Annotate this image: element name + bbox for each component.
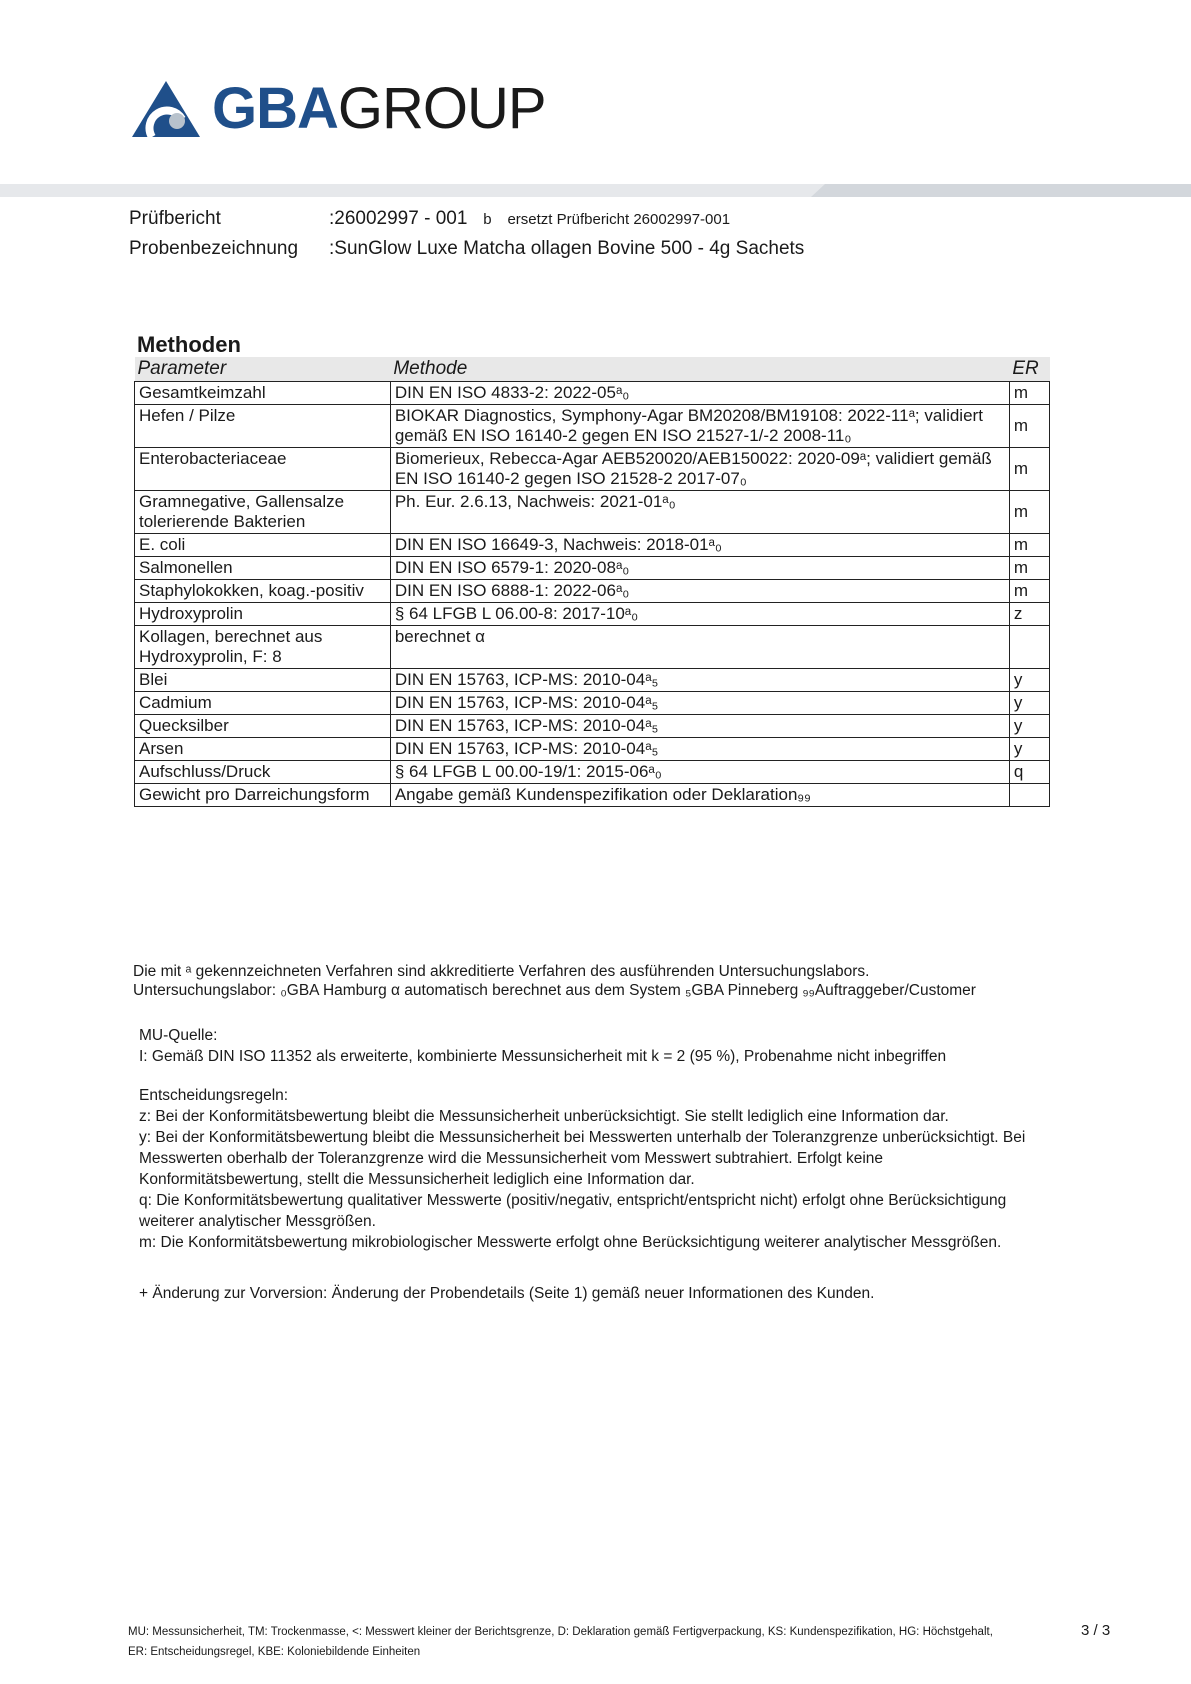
method-description: § 64 LFGB L 06.00-8: 2017-10ᵃ₀ xyxy=(390,603,1009,626)
method-description: Biomerieux, Rebecca-Agar AEB520020/AEB150022: 2020-09ᵃ; validiert gemäß EN ISO 16140-2 gegen ISO 21528-2 2017-07₀ xyxy=(390,448,1009,491)
method-er: y xyxy=(1009,669,1049,692)
method-er: q xyxy=(1009,761,1049,784)
method-row xyxy=(135,603,1050,626)
method-description: § 64 LFGB L 00.00-19/1: 2015-06ᵃ₀ xyxy=(390,761,1009,784)
method-parameter: Aufschluss/Druck xyxy=(135,761,391,784)
method-parameter: Salmonellen xyxy=(135,557,391,580)
methods-header-row xyxy=(135,357,1050,382)
report-suffix: b xyxy=(483,211,492,228)
method-parameter: E. coli xyxy=(135,534,391,557)
footer-legend xyxy=(128,1622,1028,1662)
method-parameter: Gramnegative, Gallensalze tolerierende Bakterien xyxy=(135,491,391,534)
method-description: DIN EN ISO 4833-2: 2022-05ᵃ₀ xyxy=(390,382,1009,405)
method-parameter: Hefen / Pilze xyxy=(135,405,391,448)
decision-y3: Konformitätsbewertung, stellt die Messunsicherheit lediglich eine Information dar. xyxy=(139,1171,695,1188)
method-er: m xyxy=(1009,491,1049,534)
accreditation-notes xyxy=(133,962,1073,1000)
method-description: DIN EN ISO 16649-3, Nachweis: 2018-01ᵃ₀ xyxy=(390,534,1009,557)
method-row xyxy=(135,448,1050,491)
method-er: m xyxy=(1009,534,1049,557)
method-description: DIN EN 15763, ICP-MS: 2010-04ᵃ₅ xyxy=(390,669,1009,692)
footer-line-1: MU: Messunsicherheit, TM: Trockenmasse, <: Messwert kleiner der Berichtsgrenze, D: Deklaration gemäß Fertigverpackung, KS: Kundenspezifikation, HG: Höchstgehalt, xyxy=(128,1626,993,1638)
logo-text-bold: GBA xyxy=(212,76,338,141)
logo-text-regular: GROUP xyxy=(337,76,546,141)
report-number: :26002997 - 001 xyxy=(329,208,468,229)
sample-value: :SunGlow Luxe Matcha ollagen Bovine 500 - 4g Sachets xyxy=(329,238,805,259)
method-er: y xyxy=(1009,738,1049,761)
header-method: Methode xyxy=(390,357,1009,382)
decision-title: Entscheidungsregeln: xyxy=(139,1087,289,1104)
change-note: + Änderung zur Vorversion: Änderung der Probendetails (Seite 1) gemäß neuer Informationen des Kunden. xyxy=(139,1285,875,1302)
method-row xyxy=(135,626,1050,669)
method-description: DIN EN 15763, ICP-MS: 2010-04ᵃ₅ xyxy=(390,738,1009,761)
method-row xyxy=(135,382,1050,405)
method-er xyxy=(1009,626,1049,669)
method-er: y xyxy=(1009,715,1049,738)
method-row xyxy=(135,534,1050,557)
decision-q1: q: Die Konformitätsbewertung qualitativer Messwerte (positiv/negativ, entspricht/entspricht nicht) erfolgt ohne Berücksichtigung xyxy=(139,1192,1007,1209)
method-row xyxy=(135,784,1050,807)
methods-table xyxy=(134,357,1050,807)
accredited-note: Die mit ᵃ gekennzeichneten Verfahren sind akkreditierte Verfahren des ausführenden Untersuchungslabors. xyxy=(133,963,870,980)
methods-title: Methoden xyxy=(137,332,241,357)
method-parameter: Gewicht pro Darreichungsform xyxy=(135,784,391,807)
method-parameter: Arsen xyxy=(135,738,391,761)
method-description: DIN EN ISO 6579-1: 2020-08ᵃ₀ xyxy=(390,557,1009,580)
logo-mark-icon xyxy=(130,79,202,139)
page-number: 3 / 3 xyxy=(1081,1622,1111,1639)
method-row xyxy=(135,405,1050,448)
method-row xyxy=(135,669,1050,692)
method-er: y xyxy=(1009,692,1049,715)
method-er xyxy=(1009,784,1049,807)
report-value xyxy=(329,208,730,230)
method-row xyxy=(135,715,1050,738)
method-row xyxy=(135,692,1050,715)
header-er: ER xyxy=(1009,357,1049,382)
decision-y2: Messwerten oberhalb der Toleranzgrenze wird die Messunsicherheit vom Messwert subtrahiert. Erfolgt keine xyxy=(139,1150,884,1167)
method-parameter: Quecksilber xyxy=(135,715,391,738)
method-row xyxy=(135,557,1050,580)
method-description: berechnet α xyxy=(390,626,1009,669)
method-row xyxy=(135,580,1050,603)
method-parameter: Gesamtkeimzahl xyxy=(135,382,391,405)
methods-body xyxy=(135,382,1050,807)
method-description: DIN EN 15763, ICP-MS: 2010-04ᵃ₅ xyxy=(390,715,1009,738)
report-label: Prüfbericht xyxy=(129,208,221,229)
mu-title: MU-Quelle: xyxy=(139,1027,218,1044)
method-er: m xyxy=(1009,557,1049,580)
method-description: DIN EN 15763, ICP-MS: 2010-04ᵃ₅ xyxy=(390,692,1009,715)
method-description: Ph. Eur. 2.6.13, Nachweis: 2021-01ᵃ₀ xyxy=(390,491,1009,534)
report-replaces: ersetzt Prüfbericht 26002997-001 xyxy=(507,211,731,228)
method-er: m xyxy=(1009,448,1049,491)
mu-section xyxy=(139,1025,1079,1067)
decision-q2: weiterer analytischer Messgrößen. xyxy=(139,1213,376,1230)
method-parameter: Blei xyxy=(135,669,391,692)
sample-label: Probenbezeichnung xyxy=(129,238,299,259)
header-stripe-accent xyxy=(811,184,1191,197)
method-er: m xyxy=(1009,405,1049,448)
company-logo xyxy=(130,76,546,142)
decision-z: z: Bei der Konformitätsbewertung bleibt die Messunsicherheit unberücksichtigt. Sie stellt lediglich eine Information dar. xyxy=(139,1108,949,1125)
method-row xyxy=(135,491,1050,534)
method-parameter: Kollagen, berechnet aus Hydroxyprolin, F: 8 xyxy=(135,626,391,669)
method-er: m xyxy=(1009,382,1049,405)
method-parameter: Staphylokokken, koag.-positiv xyxy=(135,580,391,603)
method-description: DIN EN ISO 6888-1: 2022-06ᵃ₀ xyxy=(390,580,1009,603)
decision-section xyxy=(139,1085,1079,1253)
method-parameter: Hydroxyprolin xyxy=(135,603,391,626)
mu-text: I: Gemäß DIN ISO 11352 als erweiterte, kombinierte Messunsicherheit mit k = 2 (95 %), Probenahme nicht inbegriffen xyxy=(139,1048,947,1065)
method-description: Angabe gemäß Kundenspezifikation oder Deklaration₉₉ xyxy=(390,784,1009,807)
header-parameter: Parameter xyxy=(135,357,391,382)
method-row xyxy=(135,761,1050,784)
method-parameter: Enterobacteriaceae xyxy=(135,448,391,491)
decision-m: m: Die Konformitätsbewertung mikrobiologischer Messwerte erfolgt ohne Berücksichtigung weiterer analytischer Messgrößen. xyxy=(139,1234,1002,1251)
method-er: z xyxy=(1009,603,1049,626)
method-row xyxy=(135,738,1050,761)
method-er: m xyxy=(1009,580,1049,603)
labs-note: Untersuchungslabor: ₀GBA Hamburg α automatisch berechnet aus dem System ₅GBA Pinneberg ₉₉Auftraggeber/Customer xyxy=(133,982,976,999)
decision-y1: y: Bei der Konformitätsbewertung bleibt die Messunsicherheit bei Messwerten unterhalb der Toleranzgrenze unberücksichtigt. Bei xyxy=(139,1129,1026,1146)
logo-text xyxy=(212,76,546,142)
footer-line-2: ER: Entscheidungsregel, KBE: Koloniebildende Einheiten xyxy=(128,1646,421,1658)
method-parameter: Cadmium xyxy=(135,692,391,715)
method-description: BIOKAR Diagnostics, Symphony-Agar BM20208/BM19108: 2022-11ᵃ; validiert gemäß EN ISO 16140-2 gegen EN ISO 21527-1/-2 2008-11₀ xyxy=(390,405,1009,448)
